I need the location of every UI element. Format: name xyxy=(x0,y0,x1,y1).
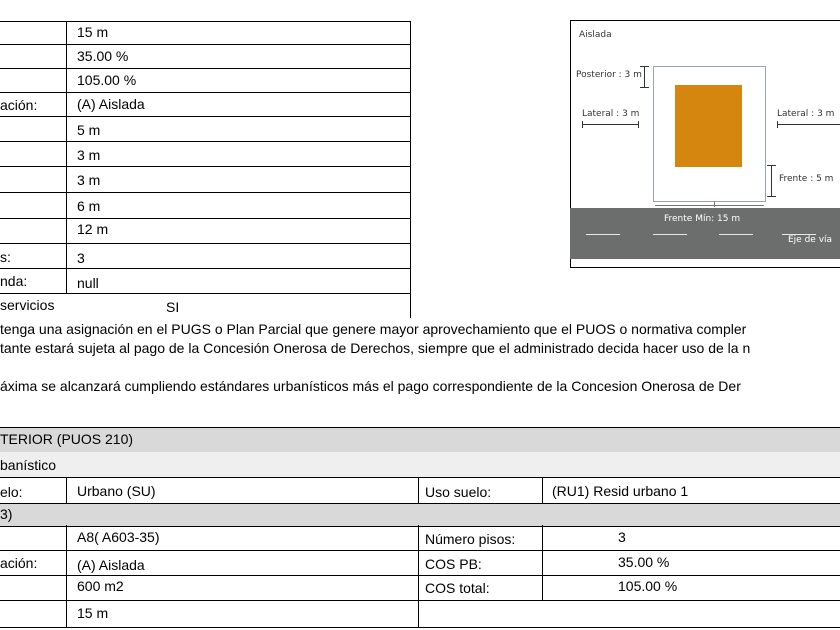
implantacion-value: (A) Aislada xyxy=(77,557,145,573)
lateral-right-label: Lateral : 3 m xyxy=(777,109,835,119)
pisos-label: Número pisos: xyxy=(425,531,516,547)
table-rule xyxy=(66,525,67,627)
dimension-mark xyxy=(640,66,649,67)
table-rule xyxy=(542,477,543,503)
dimension-mark xyxy=(714,201,715,207)
lote-value: 600 m2 xyxy=(77,578,124,594)
table-rule xyxy=(0,477,840,478)
table-rule xyxy=(0,192,410,193)
note-line: áxima se alcanzará cumpliendo estándares urbanísticos más el pago correspondiente de la Concesion Onerosa de Der xyxy=(0,378,741,394)
row-value: 6 m xyxy=(77,198,101,214)
frente-min-label: Frente Mín: 15 m xyxy=(664,214,741,224)
row-label: nda: xyxy=(0,273,28,289)
table-rule xyxy=(0,116,410,117)
row-value: 35.00 % xyxy=(77,48,129,64)
lateral-left-label: Lateral : 3 m xyxy=(582,109,640,119)
suelo-value: Urbano (SU) xyxy=(77,483,156,499)
row-value: 3 xyxy=(77,250,85,266)
note-line: tante estará sujeta al pago de la Concesión Onerosa de Derechos, siempre que el administrado decida hacer uso de la n xyxy=(0,340,751,356)
lane-dash xyxy=(586,234,620,235)
dimension-mark xyxy=(767,196,776,197)
row-value: 5 m xyxy=(77,122,101,138)
table-rule xyxy=(0,218,410,219)
note-line: tenga una asignación en el PUGS o Plan Parcial que genere mayor aprovechamiento que el PUOS o normativa compler xyxy=(0,321,747,337)
table-rule xyxy=(0,243,410,244)
diagram-title: Aislada xyxy=(579,30,612,40)
row-value: 15 m xyxy=(77,24,109,40)
table-rule xyxy=(0,575,840,576)
row-value: 105.00 % xyxy=(77,72,137,88)
zona-value: A8( A603-35) xyxy=(77,529,160,545)
dimension-mark xyxy=(640,87,649,88)
dimension-mark xyxy=(771,165,772,197)
table-rule xyxy=(418,525,419,627)
table-rule xyxy=(0,68,410,69)
table-rule xyxy=(66,477,67,503)
section-header: TERIOR (PUOS 210) xyxy=(0,431,134,447)
row-value: 3 m xyxy=(77,172,101,188)
dimension-mark xyxy=(777,121,778,128)
zone-band xyxy=(0,503,840,527)
cospb-value: 35.00 % xyxy=(618,554,670,570)
eje-via-label: Eje de vía xyxy=(788,235,833,245)
dimension-mark xyxy=(582,121,583,128)
row-label: servicios xyxy=(0,297,55,313)
row-value: null xyxy=(77,275,99,291)
dimension-mark xyxy=(655,205,764,206)
table-rule xyxy=(0,141,410,142)
lane-dash xyxy=(653,234,687,235)
zone-band-text: 3) xyxy=(0,506,13,522)
uso-value: (RU1) Resid urbano 1 xyxy=(552,483,689,499)
row-label: s: xyxy=(0,249,11,265)
dimension-mark xyxy=(767,165,776,166)
dimension-mark xyxy=(644,66,645,88)
table-rule xyxy=(0,268,410,269)
subheader-band xyxy=(0,452,840,477)
suelo-label: elo: xyxy=(0,484,23,500)
diagram-frame xyxy=(570,20,840,21)
diagram-frame xyxy=(570,267,840,268)
dimension-mark xyxy=(638,121,639,128)
table-rule xyxy=(0,627,840,628)
uso-label: Uso suelo: xyxy=(425,484,492,500)
row-value: 3 m xyxy=(77,147,101,163)
table-rule xyxy=(0,600,840,601)
table-rule xyxy=(418,477,419,503)
table-rule xyxy=(0,293,410,294)
cospb-label: COS PB: xyxy=(425,556,482,572)
dimension-mark xyxy=(777,124,840,125)
lane-dash xyxy=(719,234,753,235)
dimension-mark xyxy=(582,124,639,125)
implantacion-label: ación: xyxy=(0,555,38,571)
table-rule xyxy=(410,21,411,318)
table-rule xyxy=(0,44,410,45)
road-strip xyxy=(570,208,840,259)
table-rule xyxy=(0,92,410,93)
frente-setback-label: Frente : 5 m xyxy=(779,174,834,184)
posterior-setback-label: Posterior : 3 m xyxy=(576,70,642,80)
costotal-value: 105.00 % xyxy=(618,578,678,594)
table-rule xyxy=(66,21,67,293)
table-rule xyxy=(0,166,410,167)
row-label: ación: xyxy=(0,97,38,113)
row-value: SI xyxy=(166,299,180,315)
row-value: 12 m xyxy=(77,221,109,237)
costotal-label: COS total: xyxy=(425,580,490,596)
building-footprint xyxy=(675,85,742,167)
table-rule xyxy=(0,550,840,551)
table-rule xyxy=(542,525,543,600)
subheader: banístico xyxy=(0,457,57,473)
frente-value: 15 m xyxy=(77,605,109,621)
table-rule xyxy=(0,21,410,22)
row-value: (A) Aislada xyxy=(77,96,145,112)
pisos-value: 3 xyxy=(618,529,626,545)
